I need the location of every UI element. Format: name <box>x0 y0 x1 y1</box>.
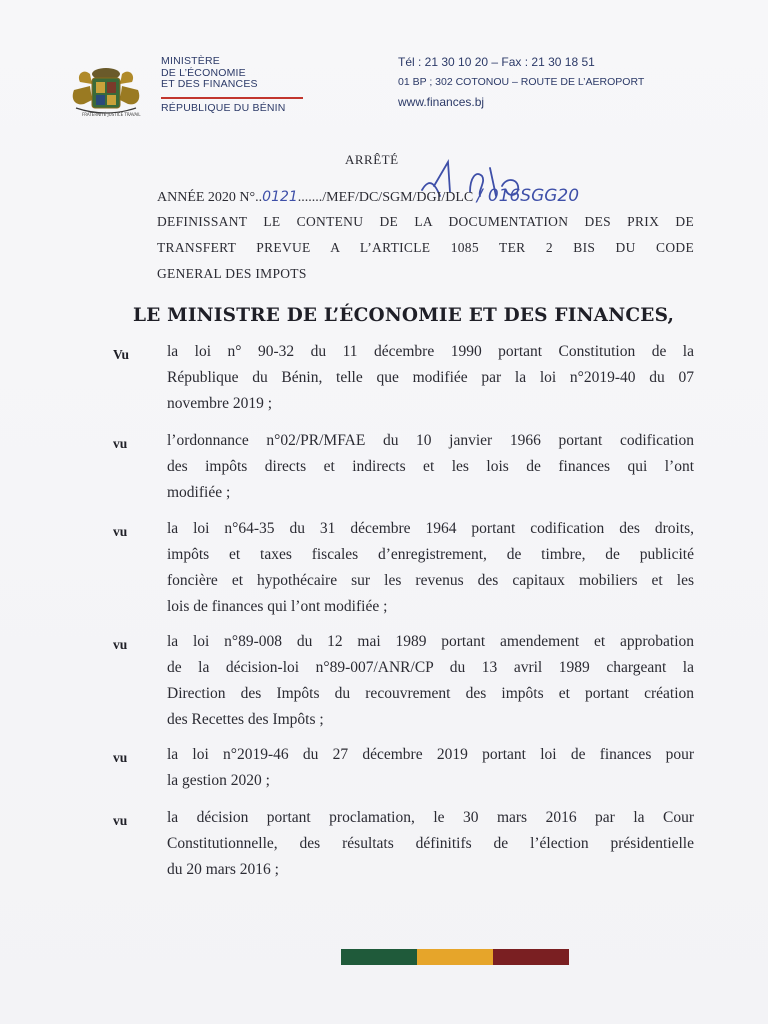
visa-label: vu <box>113 436 128 451</box>
national-colors-bar <box>341 949 569 965</box>
visa-text <box>167 742 694 794</box>
flag-yellow-stripe <box>417 949 493 965</box>
republic-label: RÉPUBLIQUE DU BÉNIN <box>161 101 286 114</box>
visa-line: Direction des Impôts du recouvrement des impôts et portant création <box>167 685 694 702</box>
subtitle-line: TRANSFERT PREVUE A L’ARTICLE 1085 TER 2 BIS DU CODE <box>157 240 694 255</box>
visa-line: la gestion 2020 ; <box>167 772 270 789</box>
visa-label: Vu <box>113 347 130 362</box>
letterhead-divider <box>161 97 303 99</box>
visa-label: vu <box>113 637 128 652</box>
visa-line: des impôts directs et indirects et les lois de finances qui l’ont <box>167 458 694 475</box>
visa-label: vu <box>113 524 128 539</box>
coat-of-arms-emblem <box>62 60 150 120</box>
flag-red-stripe <box>493 949 569 965</box>
visa-label: vu <box>113 813 128 828</box>
visa-line: impôts et taxes fiscales d’enregistrement, de timbre, de publicité <box>167 546 694 563</box>
visa-line: Constitutionnelle, des résultats définitifs de l’élection présidentielle <box>167 835 694 852</box>
contact-phone: Tél : 21 30 10 20 – Fax : 21 30 18 51 <box>398 55 595 69</box>
contact-address: 01 BP ; 302 COTONOU – ROUTE DE L’AEROPORT <box>398 76 645 88</box>
visa-line: foncière et hypothécaire sur les revenus des capitaux mobiliers et les <box>167 572 694 589</box>
visa-line: des Recettes des Impôts ; <box>167 711 324 728</box>
number-dots: ....... <box>297 190 323 205</box>
contact-block <box>398 52 644 112</box>
visa-line: novembre 2019 ; <box>167 395 273 412</box>
visa-label: vu <box>113 750 128 765</box>
visa-line: l’ordonnance n°02/PR/MFAE du 10 janvier 1966 portant codification <box>167 432 694 449</box>
visa-line: la loi n°2019-46 du 27 décembre 2019 portant loi de finances pour <box>167 746 694 763</box>
visa-text <box>167 629 694 733</box>
subtitle-line: GENERAL DES IMPOTS <box>157 266 307 281</box>
visa-line: la loi n° 90-32 du 11 décembre 1990 portant Constitution de la <box>167 343 694 360</box>
visa-line: République du Bénin, telle que modifiée par la loi n°2019-40 du 07 <box>167 369 694 386</box>
number-handwritten-suffix: / 016SGG20 <box>476 186 580 206</box>
minister-heading: LE MINISTRE DE L’ÉCONOMIE ET DES FINANCES, <box>133 305 675 326</box>
arrete-subtitle <box>157 209 694 287</box>
subtitle-line: DEFINISSANT LE CONTENU DE LA DOCUMENTATION DES PRIX DE <box>157 214 694 229</box>
svg-text:FRATERNITÉ JUSTICE TRAVAIL: FRATERNITÉ JUSTICE TRAVAIL <box>82 112 141 117</box>
ministry-line: ET DES FINANCES <box>161 78 258 90</box>
ministry-letterhead <box>161 56 303 114</box>
visa-line: de la décision-loi n°89-007/ANR/CP du 13 avril 1989 chargeant la <box>167 659 694 676</box>
visa-text <box>167 339 694 417</box>
contact-website: www.finances.bj <box>398 95 485 109</box>
flag-green-stripe <box>341 949 417 965</box>
visa-text <box>167 516 694 620</box>
number-handwritten: 0121 <box>262 189 298 205</box>
number-dots: .. <box>255 190 263 205</box>
visa-line: la décision portant proclamation, le 30 mars 2016 par la Cour <box>167 809 694 826</box>
visa-line: lois de finances qui l’ont modifiée ; <box>167 598 388 615</box>
visa-line: la loi n°89-008 du 12 mai 1989 portant amendement et approbation <box>167 633 694 650</box>
ministry-line: DE L’ÉCONOMIE <box>161 66 246 79</box>
visa-line: du 20 mars 2016 ; <box>167 861 279 878</box>
number-prefix: ANNÉE 2020 N° <box>157 190 256 205</box>
ministry-line: MINISTÈRE <box>161 55 220 67</box>
visa-text <box>167 428 694 506</box>
visa-line: la loi n°64-35 du 31 décembre 1964 portant codification des droits, <box>167 520 694 537</box>
arrete-number <box>157 186 579 206</box>
number-suffix: /MEF/DC/SGM/DGI/DLC <box>322 190 474 205</box>
visa-text <box>167 805 694 883</box>
visa-line: modifiée ; <box>167 484 231 501</box>
document-type: ARRÊTÉ <box>345 152 399 167</box>
